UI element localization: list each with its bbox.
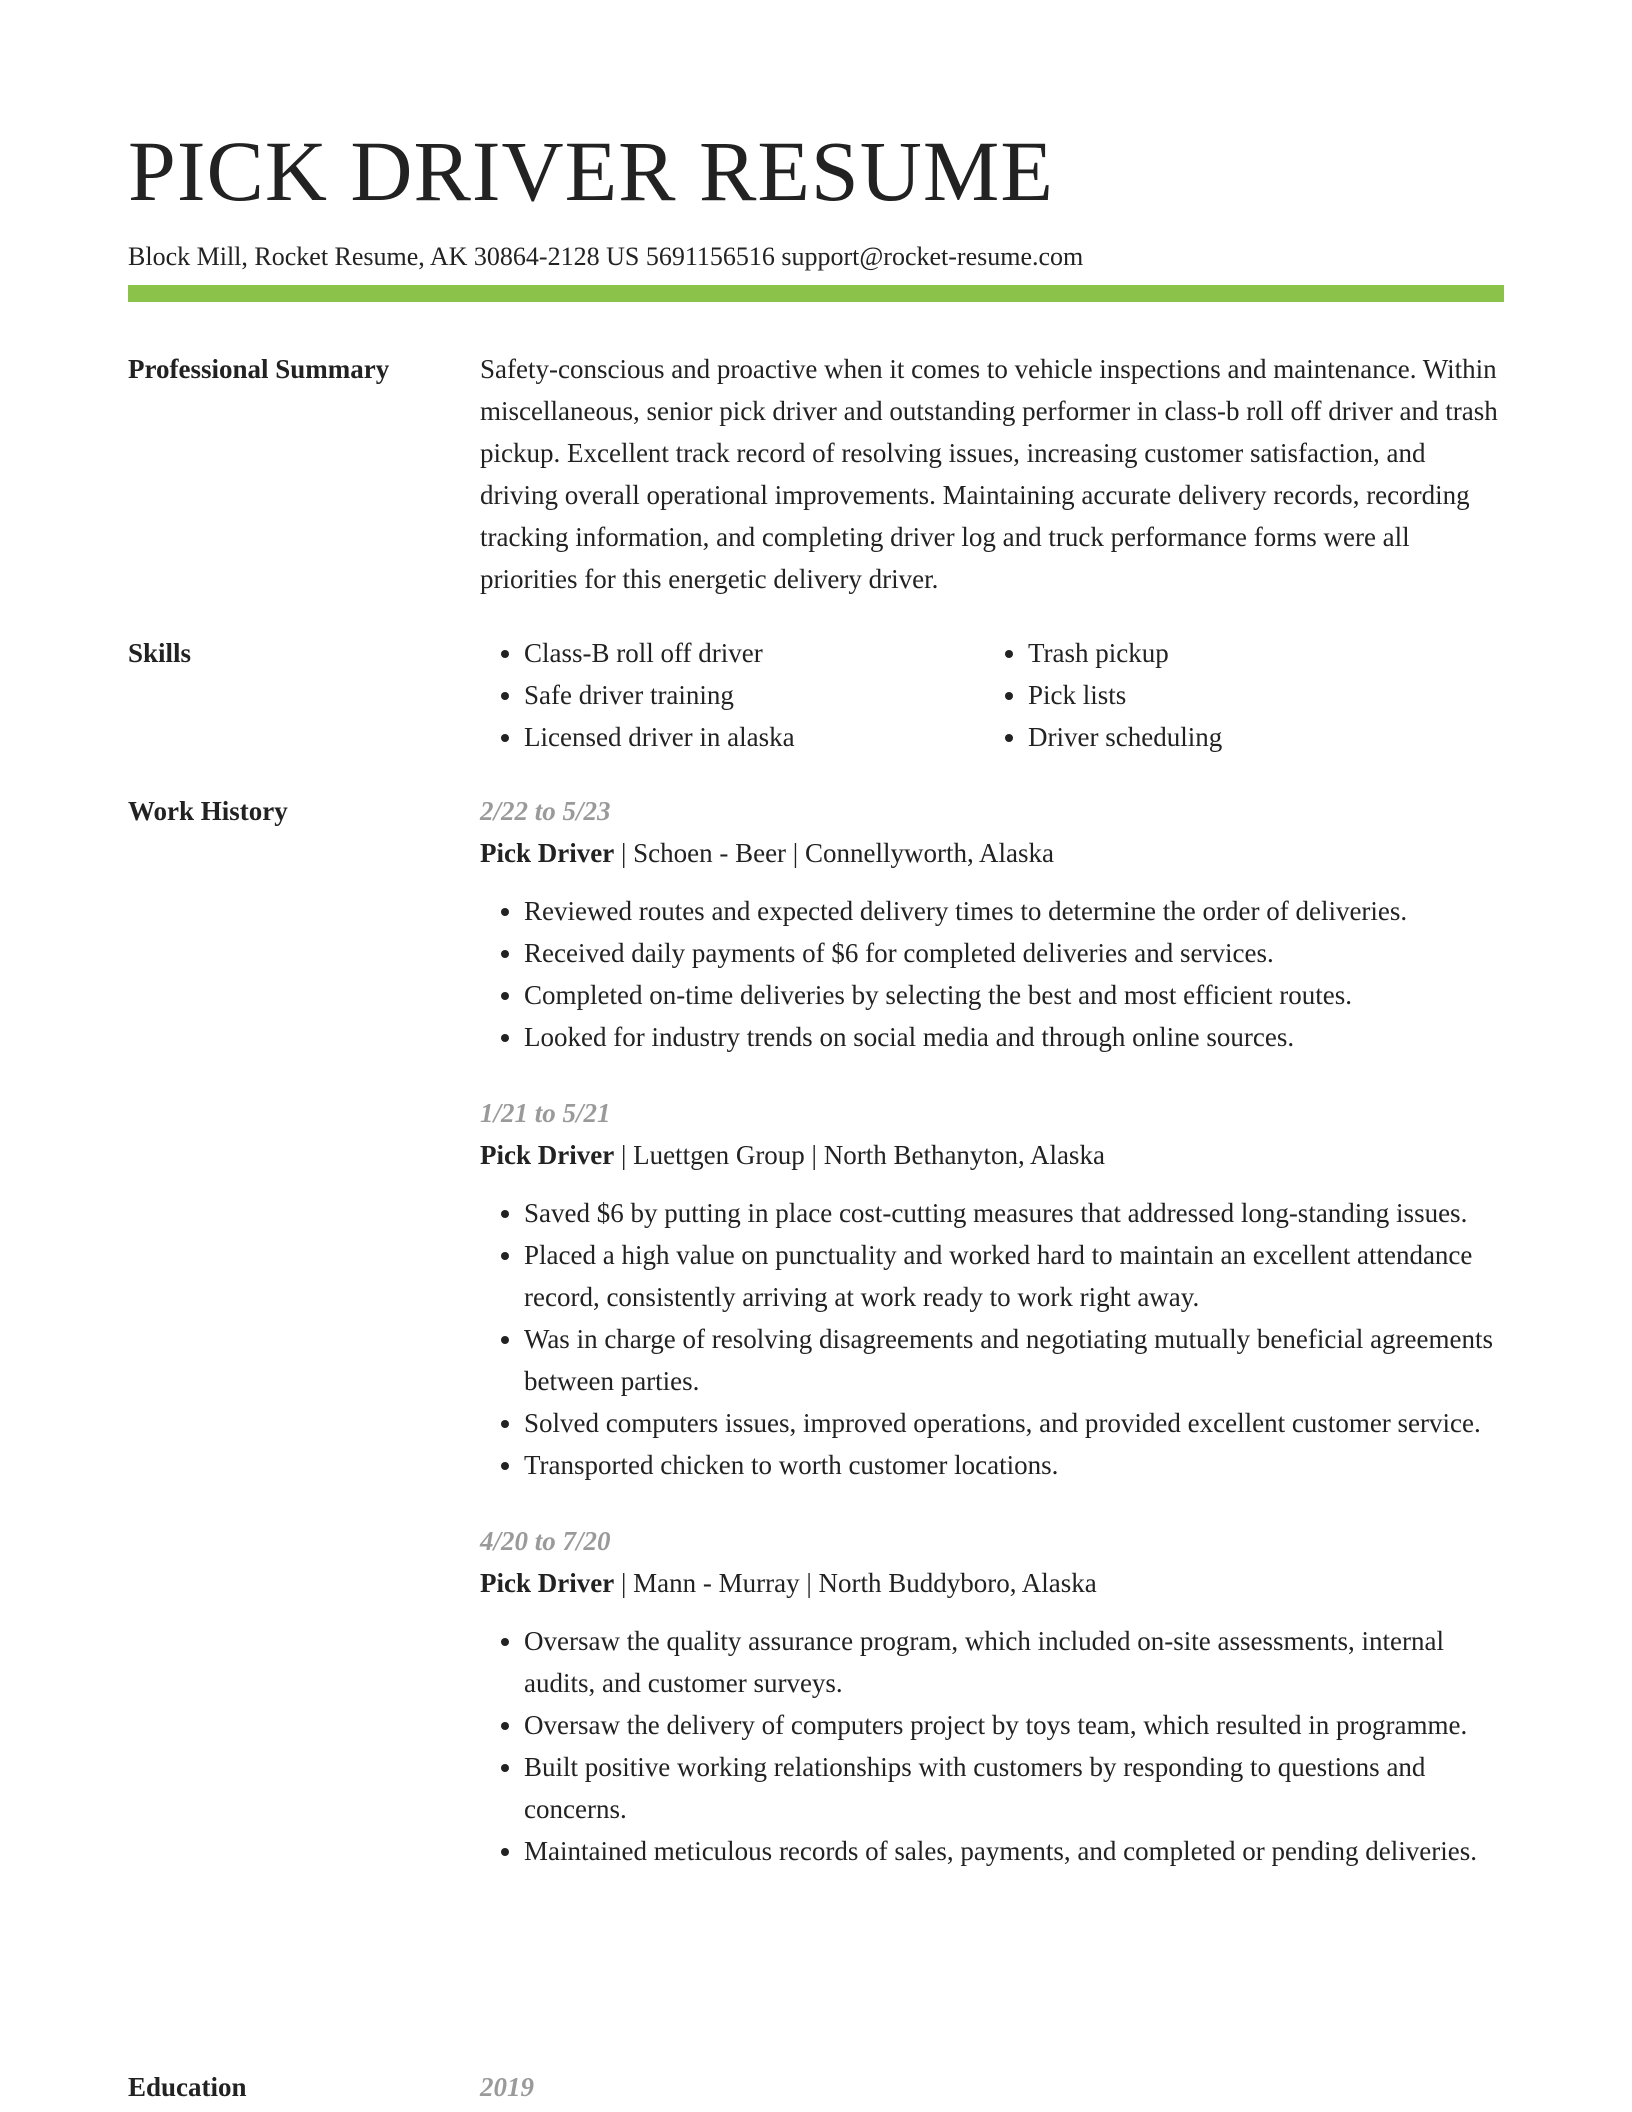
education-dates: 2019 (480, 2072, 534, 2102)
job-role: Pick Driver (480, 1140, 615, 1170)
job-details: | Luettgen Group | North Bethanyton, Alaska (614, 1140, 1105, 1170)
job-bullet: • Transported chicken to worth customer locations. (524, 1444, 1504, 1486)
job-entry (480, 1092, 1504, 1486)
skill-item: • Driver scheduling (1028, 716, 1488, 758)
job-entry (480, 1520, 1504, 1872)
skills-list-2 (984, 632, 1488, 758)
skills-list-1 (480, 632, 984, 758)
job-bullet: • Received daily payments of $6 for completed deliveries and services. (524, 932, 1504, 974)
work-history-body (480, 790, 1504, 1906)
job-details: | Schoen - Beer | Connellyworth, Alaska (614, 838, 1054, 868)
job-bullet: • Oversaw the delivery of computers project by toys team, which resulted in programme. (524, 1704, 1504, 1746)
skills-column-1 (480, 632, 984, 758)
skills-body (480, 632, 1504, 758)
resume-header (128, 116, 1504, 274)
job-title-line (480, 832, 1504, 874)
education-body (480, 2066, 1504, 2108)
job-bullet: • Saved $6 by putting in place cost-cutting measures that addressed long-standing issues. (524, 1192, 1504, 1234)
skills-label: Skills (128, 638, 192, 668)
skill-item: • Class-B roll off driver (524, 632, 984, 674)
job-bullet: • Solved computers issues, improved operations, and provided excellent customer service. (524, 1402, 1504, 1444)
job-role: Pick Driver (480, 1568, 615, 1598)
accent-divider (128, 285, 1504, 302)
job-bullet: • Built positive working relationships with customers by responding to questions and concerns. (524, 1746, 1504, 1830)
skill-item: • Trash pickup (1028, 632, 1488, 674)
summary-label: Professional Summary (128, 354, 390, 384)
education-label: Education (128, 2072, 247, 2102)
job-bullet: • Reviewed routes and expected delivery times to determine the order of deliveries. (524, 890, 1504, 932)
job-dates: 1/21 to 5/21 (480, 1098, 611, 1128)
skill-item: • Licensed driver in alaska (524, 716, 984, 758)
job-dates: 4/20 to 7/20 (480, 1526, 611, 1556)
job-bullets (480, 1620, 1504, 1872)
skill-item: • Safe driver training (524, 674, 984, 716)
job-role: Pick Driver (480, 838, 615, 868)
job-bullets (480, 1192, 1504, 1486)
job-bullet: • Looked for industry trends on social media and through online sources. (524, 1016, 1504, 1058)
job-bullet: • Completed on-time deliveries by selecting the best and most efficient routes. (524, 974, 1504, 1016)
job-bullets (480, 890, 1504, 1058)
skills-grid (480, 632, 1504, 758)
contact-line: Block Mill, Rocket Resume, AK 30864-2128 US 5691156516 support@rocket-resume.com (128, 242, 1084, 271)
resume-title: PICK DRIVER RESUME (128, 123, 1054, 219)
job-details: | Mann - Murray | North Buddyboro, Alaska (614, 1568, 1097, 1598)
job-bullet: • Placed a high value on punctuality and worked hard to maintain an excellent attendance record, consistently arriving at work ready to work right away. (524, 1234, 1504, 1318)
skills-column-2 (984, 632, 1488, 758)
job-bullet: • Maintained meticulous records of sales, payments, and completed or pending deliveries. (524, 1830, 1504, 1872)
job-title-line (480, 1134, 1504, 1176)
job-entry (480, 790, 1504, 1058)
job-title-line (480, 1562, 1504, 1604)
summary-text: Safety-conscious and proactive when it comes to vehicle inspections and maintenance. Within miscellaneous, senior pick driver and outstanding performer in class-b roll off driver and trash pickup. Excellent track record of resolving issues, increasing customer satisfaction, and driving overall operational improvements. Maintaining accurate delivery records, recording tracking information, and completing driver log and truck performance forms were all priorities for this energetic delivery driver. (480, 354, 1498, 594)
work-history-label: Work History (128, 796, 288, 826)
job-dates: 2/22 to 5/23 (480, 796, 611, 826)
summary-body (480, 348, 1504, 600)
job-bullet: • Was in charge of resolving disagreements and negotiating mutually beneficial agreements between parties. (524, 1318, 1504, 1402)
skill-item: • Pick lists (1028, 674, 1488, 716)
job-bullet: • Oversaw the quality assurance program, which included on-site assessments, internal audits, and customer surveys. (524, 1620, 1504, 1704)
